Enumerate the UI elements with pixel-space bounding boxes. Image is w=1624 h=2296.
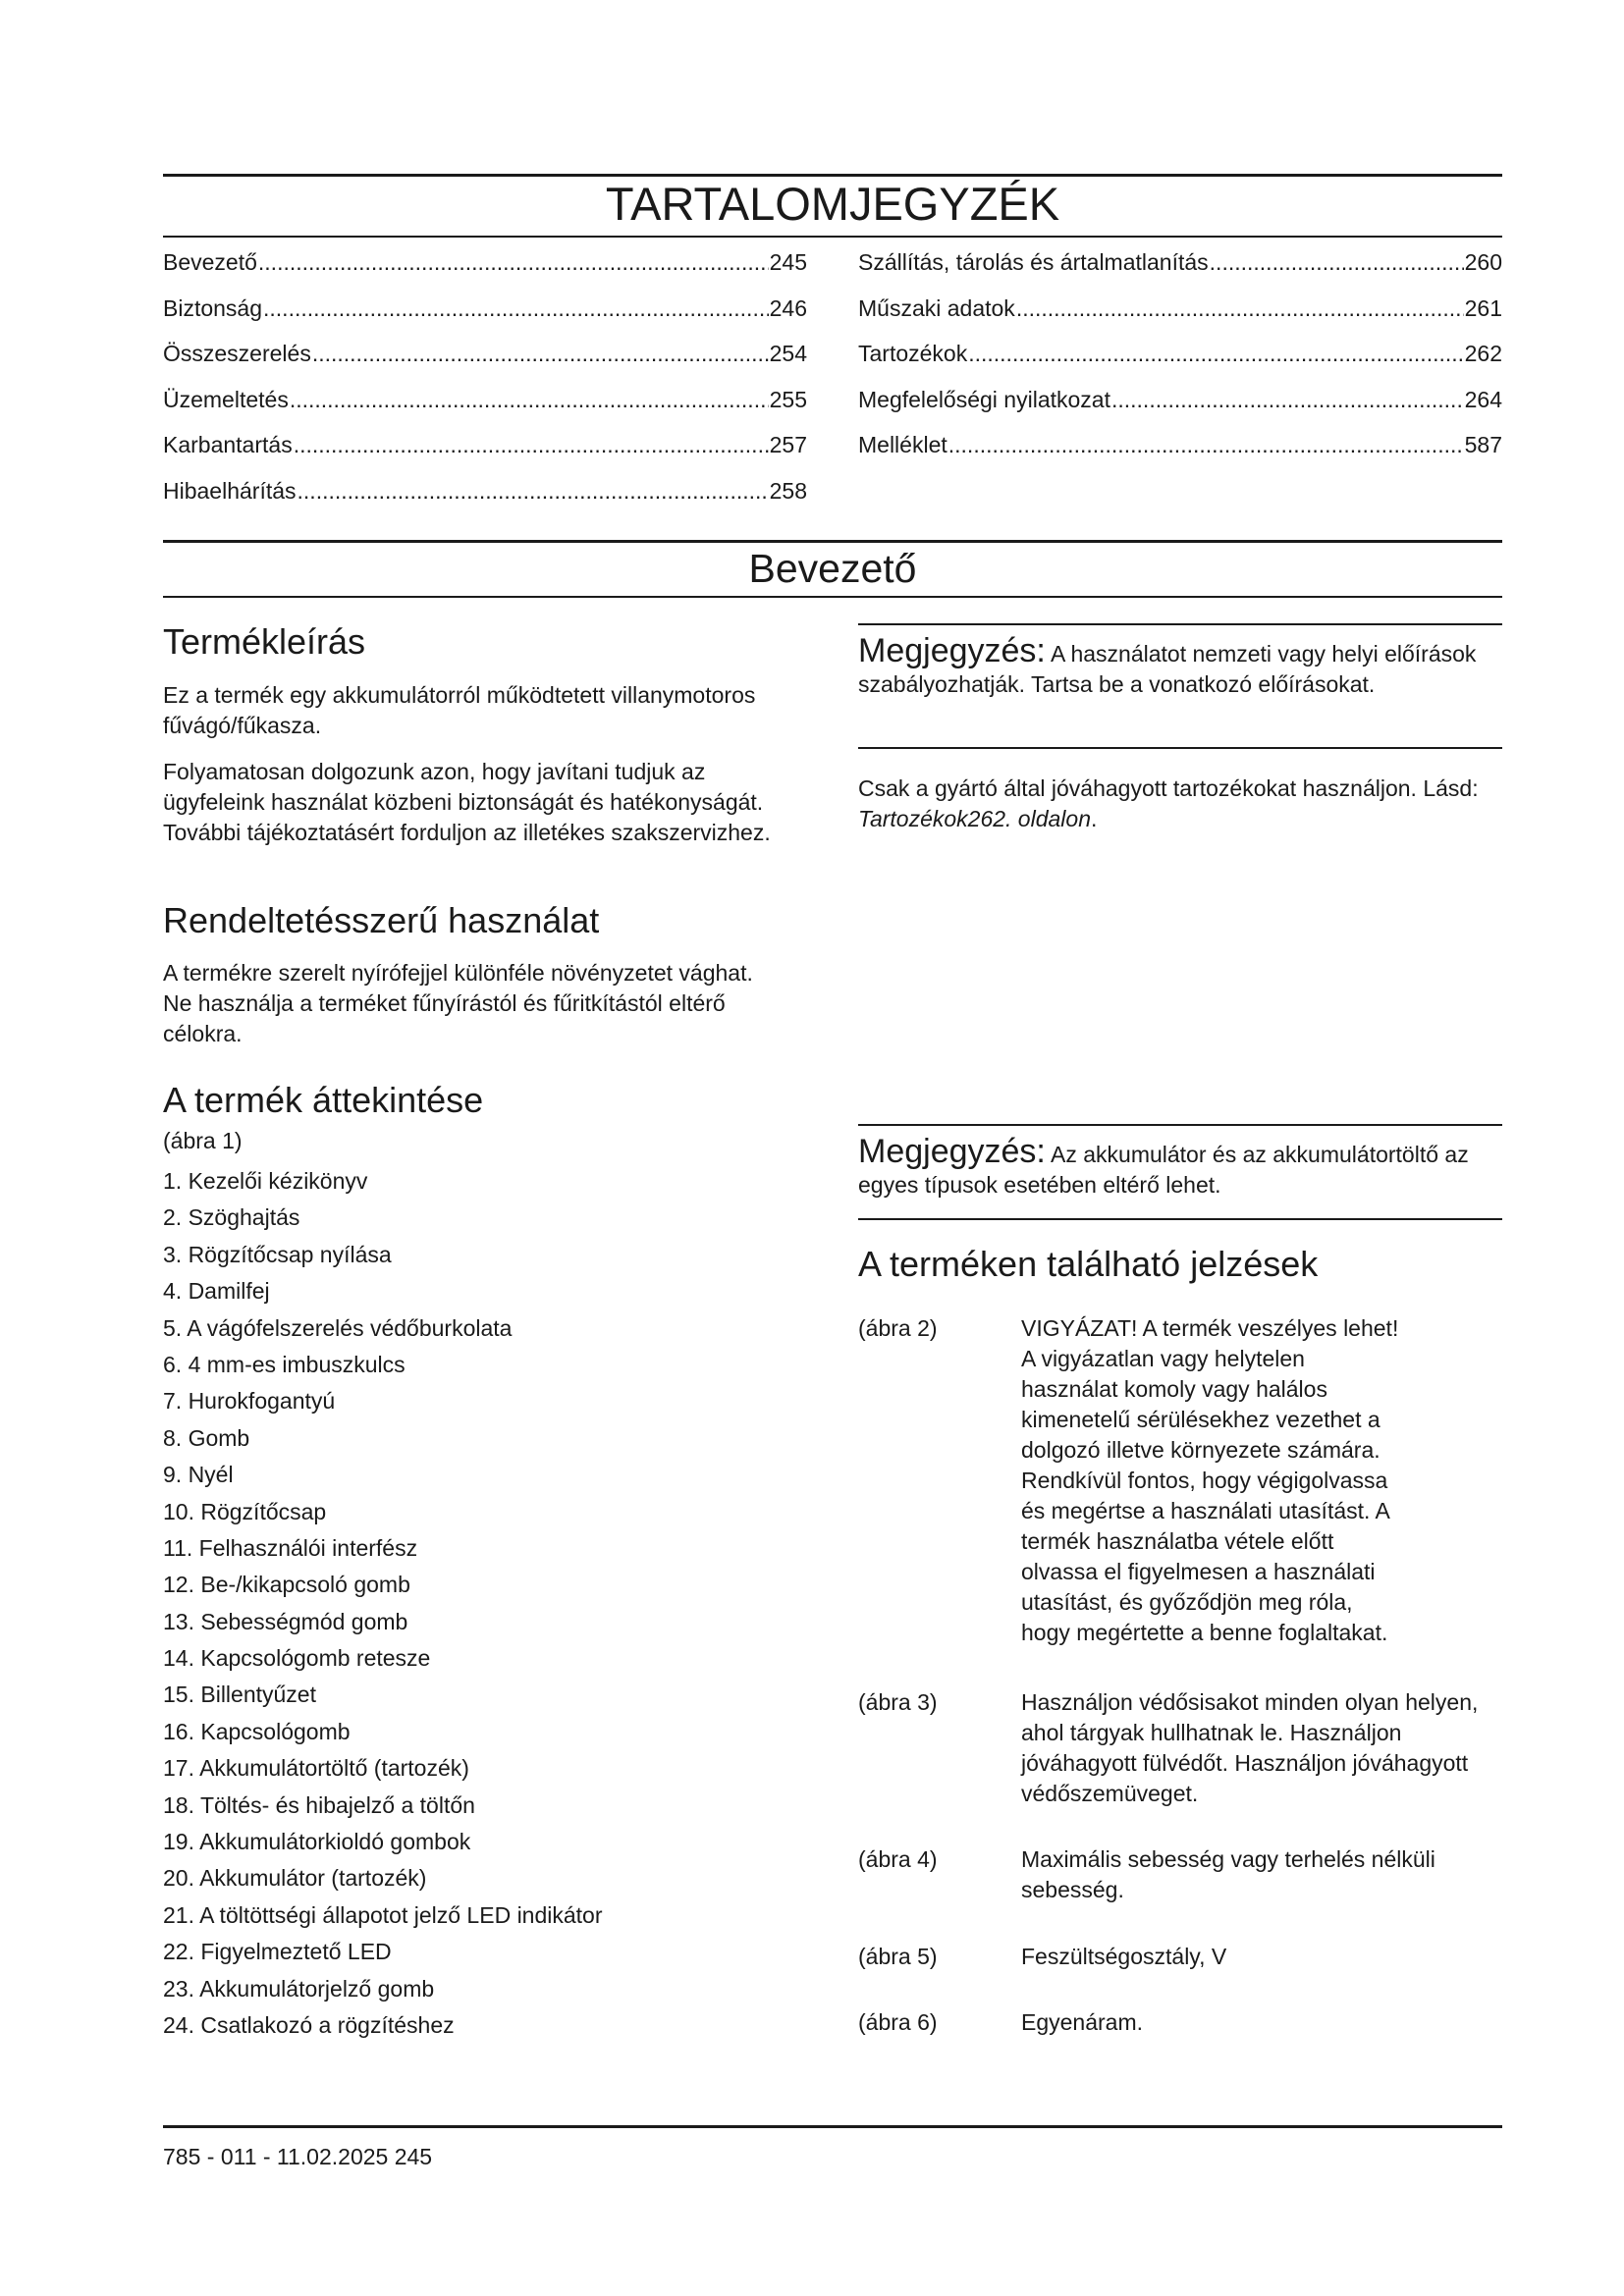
symbol-text: Egyenáram. (1021, 2009, 1144, 2035)
list-item: 17. Akkumulátortöltő (tartozék) (163, 1755, 469, 1782)
accessories-note-text: Csak a gyártó által jóváhagyott tartozékokat használjon. Lásd: (858, 775, 1479, 801)
intended-use-heading: Rendeltetésszerű használat (163, 900, 600, 940)
list-item: 4. Damilfej (163, 1278, 270, 1305)
symbol-ref: (ábra 4) (858, 1846, 938, 1872)
list-item: 12. Be-/kikapcsoló gomb (163, 1572, 410, 1598)
note1-bottom-rule (858, 747, 1502, 749)
symbol-row-2 (858, 1313, 1502, 1648)
list-item: 24. Csatlakozó a rögzítéshez (163, 2011, 455, 2038)
footer-rule (163, 2125, 1502, 2128)
toc-entry-karbantartas[interactable]: Karbantartás ..... 257 (163, 432, 807, 478)
note2-top-rule (858, 1124, 1502, 1126)
note1 (858, 632, 1502, 700)
toc-entry-hibaelharitas[interactable]: Hibaelhárítás ..... 258 (163, 478, 807, 524)
toc-title-rule (163, 236, 1502, 238)
note1-text: A használatot nemzeti vagy helyi előírások szabályozhatják. Tartsa be a vonatkozó előírásokat. (858, 641, 1477, 697)
symbol-ref: (ábra 3) (858, 1689, 938, 1715)
accessories-note-end: . (1091, 806, 1098, 831)
list-item: 16. Kapcsológomb (163, 1718, 351, 1744)
toc-entry-muszaki-adatok[interactable]: Műszaki adatok ..... 261 (858, 295, 1502, 342)
list-item: 18. Töltés- és hibajelző a töltőn (163, 1791, 475, 1818)
toc-entry-szallitas[interactable]: Szállítás, tárolás és ártalmatlanítás ..... 260 (858, 249, 1502, 295)
toc-right-column (858, 249, 1502, 478)
note2 (858, 1133, 1502, 1201)
list-item: 1. Kezelői kézikönyv (163, 1168, 368, 1194)
symbol-text: VIGYÁZAT! A termék veszélyes lehet! A vigyázatlan vagy helytelen használat komoly vagy halálos kimenetelű sérülésekhez vezethet a dolgozó illetve környezete számára. Rendkívül fontos, hogy végigolvassa és megértse a használati utasítást. A termék használatba vétele előtt olvassa el figyelmesen a használati utasítást, és győződjön meg róla, hogy megértette a benne foglaltakat. (1021, 1315, 1399, 1645)
symbol-row-4 (858, 1844, 1502, 1905)
note2-text: Az akkumulátor és az akkumulátortöltő az egyes típusok esetében eltérő lehet. (858, 1142, 1469, 1198)
toc-entry-tartozekok[interactable]: Tartozékok ..... 262 (858, 341, 1502, 387)
toc-entry-melleklet[interactable]: Melléklet ..... 587 (858, 432, 1502, 478)
symbol-row-6 (858, 2007, 1502, 2038)
symbol-text: Használjon védősisakot minden olyan helyen, ahol tárgyak hullhatnak le. Használjon jóváhagyott fülvédőt. Használjon jóváhagyott védőszemüveget. (1021, 1689, 1479, 1806)
symbol-ref: (ábra 6) (858, 2009, 938, 2035)
toc-entry-megfelelosegi[interactable]: Megfelelőségi nyilatkozat ..... 264 (858, 387, 1502, 433)
list-item: 19. Akkumulátorkioldó gombok (163, 1829, 471, 1855)
list-item: 13. Sebességmód gomb (163, 1608, 408, 1634)
toc-entry-uzemeltetes[interactable]: Üzemeltetés ..... 255 (163, 387, 807, 433)
accessories-link[interactable]: Tartozékok262. oldalon (858, 806, 1091, 831)
toc-entry-osszeszereles[interactable]: Összeszerelés ..... 254 (163, 341, 807, 387)
list-item: 7. Hurokfogantyú (163, 1388, 336, 1415)
product-description-text-2: Folyamatosan dolgozunk azon, hogy javítani tudjuk az ügyfeleink használat közbeni biztonságát és hatékonyságát. További tájékoztatásért forduljon az illetékes szakszervizhez. (163, 759, 771, 845)
symbols-heading: A terméken található jelzések (858, 1244, 1319, 1284)
list-item: 20. Akkumulátor (tartozék) (163, 1865, 427, 1892)
symbol-text: Feszültségosztály, V (1021, 1944, 1227, 1969)
symbol-ref: (ábra 2) (858, 1315, 938, 1341)
note1-label: Megjegyzés: (858, 632, 1046, 669)
overview-parts-list (163, 1166, 603, 2047)
section-title-rule (163, 596, 1502, 598)
accessories-note (858, 774, 1502, 834)
toc-left-column (163, 249, 807, 524)
list-item: 8. Gomb (163, 1424, 250, 1451)
symbol-ref: (ábra 5) (858, 1944, 938, 1969)
note2-bottom-rule (858, 1218, 1502, 1220)
symbol-row-5 (858, 1942, 1502, 1972)
overview-heading: A termék áttekintése (163, 1080, 484, 1120)
symbol-row-3 (858, 1687, 1502, 1809)
toc-entry-bevezeto[interactable]: Bevezető ..... 245 (163, 249, 807, 295)
page-footer: 785 - 011 - 11.02.2025 245 (163, 2144, 433, 2169)
toc-entry-biztonsag[interactable]: Biztonság ..... 246 (163, 295, 807, 342)
list-item: 6. 4 mm-es imbuszkulcs (163, 1351, 406, 1377)
list-item: 23. Akkumulátorjelző gomb (163, 1975, 435, 2002)
list-item: 10. Rögzítőcsap (163, 1498, 327, 1524)
intended-use-text: A termékre szerelt nyírófejjel különféle növényzetet vághat. Ne használja a terméket fűnyírástól és fűritkítástól eltérő célokra. (163, 960, 753, 1046)
product-description-text-1: Ez a termék egy akkumulátorról működtetett villanymotoros fűvágó/fűkasza. (163, 682, 756, 738)
list-item: 22. Figyelmeztető LED (163, 1939, 392, 1965)
list-item: 14. Kapcsológomb retesze (163, 1645, 431, 1672)
symbol-text: Maximális sebesség vagy terhelés nélküli sebesség. (1021, 1846, 1435, 1902)
product-description-heading: Termékleírás (163, 621, 366, 662)
list-item: 21. A töltöttségi állapotot jelző LED indikátor (163, 1901, 603, 1928)
note1-top-rule (858, 623, 1502, 625)
overview-figure-ref: (ábra 1) (163, 1128, 243, 1153)
list-item: 5. A vágófelszerelés védőburkolata (163, 1314, 513, 1341)
toc-title: TARTALOMJEGYZÉK (605, 178, 1060, 230)
list-item: 9. Nyél (163, 1462, 234, 1488)
note2-label: Megjegyzés: (858, 1133, 1046, 1170)
list-item: 3. Rögzítőcsap nyílása (163, 1241, 392, 1267)
list-item: 15. Billentyűzet (163, 1682, 316, 1708)
list-item: 2. Szöghajtás (163, 1204, 300, 1231)
list-item: 11. Felhasználói interfész (163, 1534, 418, 1561)
section-title: Bevezető (748, 546, 917, 591)
